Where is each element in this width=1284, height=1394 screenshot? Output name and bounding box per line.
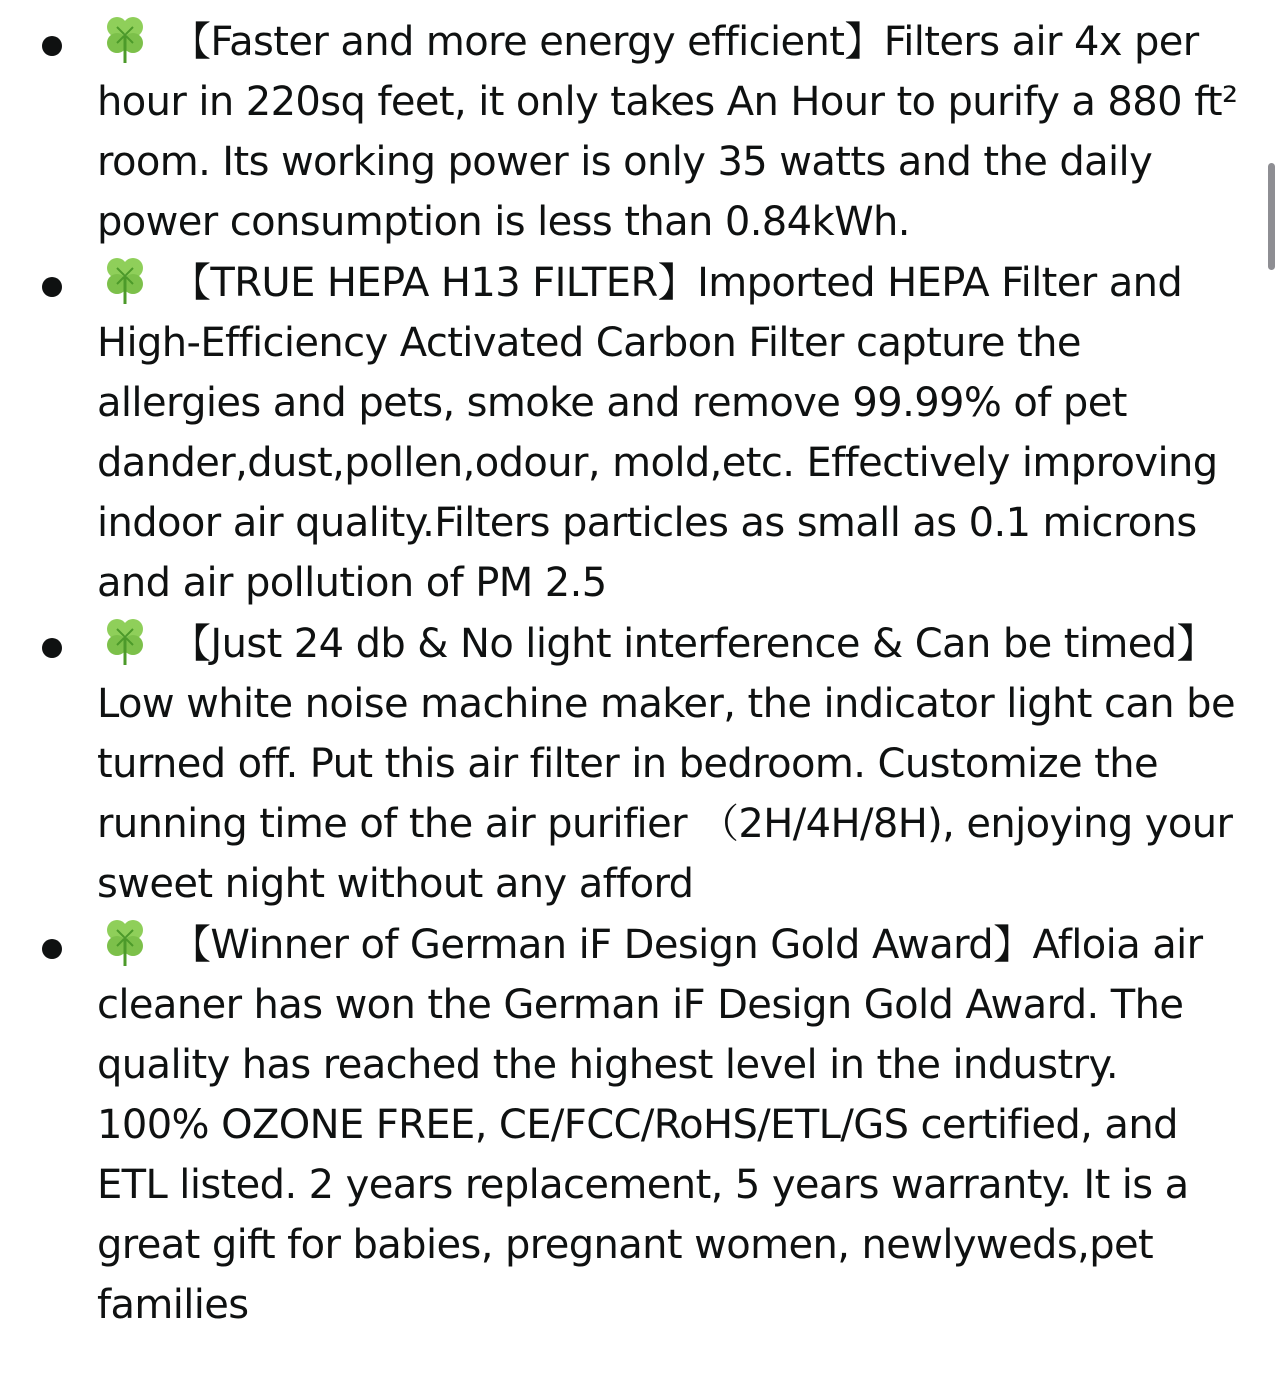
bullet-dot-icon [42, 277, 62, 297]
feature-bullet-list [0, 11, 1284, 1335]
scrollbar-thumb[interactable] [1268, 163, 1275, 270]
feature-bullet-item [0, 613, 1284, 914]
feature-bullet-item [0, 252, 1284, 613]
clover-icon [97, 914, 153, 970]
bullet-dot-icon [42, 36, 62, 56]
clover-icon [97, 11, 153, 67]
clover-icon [97, 613, 153, 669]
bullet-body: Imported HEPA Filter and High-Efficiency Activated Carbon Filter capture the allergies and pets, smoke and remove 99.99% of pet dander,dust,pollen,odour, mold,etc. Effectively improving indoor air quality.Filters particles as small as 0.1 microns and air pollution of PM 2.5 [97, 260, 1218, 606]
bullet-body: Filters air 4x per hour in 220sq feet, it only takes An Hour to purify a 880 ft² room. Its working power is only 35 watts and the daily power consumption is less than 0.84kWh. [97, 19, 1238, 245]
bullet-heading: 【Winner of German iF Design Gold Award】 [171, 922, 1033, 968]
bullet-heading: 【TRUE HEPA H13 FILTER】 [171, 260, 698, 306]
feature-bullet-item [0, 11, 1284, 252]
bullet-heading: 【Just 24 db & No light interference & Can be timed】 [171, 621, 1216, 667]
bullet-dot-icon [42, 939, 62, 959]
feature-bullet-item [0, 914, 1284, 1335]
bullet-dot-icon [42, 638, 62, 658]
bullet-heading: 【Faster and more energy efficient】 [171, 19, 884, 65]
bullet-body: Low white noise machine maker, the indicator light can be turned off. Put this air filter in bedroom. Customize the running time of the air purifier （2H/4H/8H), enjoying your sweet night without any afford [97, 681, 1235, 907]
bullet-body: Afloia air cleaner has won the German iF Design Gold Award. The quality has reached the highest level in the industry. 100% OZONE FREE, CE/FCC/RoHS/ETL/GS certified, and ETL listed. 2 years replacement, 5 years warranty. It is a great gift for babies, pregnant women, newlyweds,pet families [97, 922, 1203, 1328]
clover-icon [97, 252, 153, 308]
